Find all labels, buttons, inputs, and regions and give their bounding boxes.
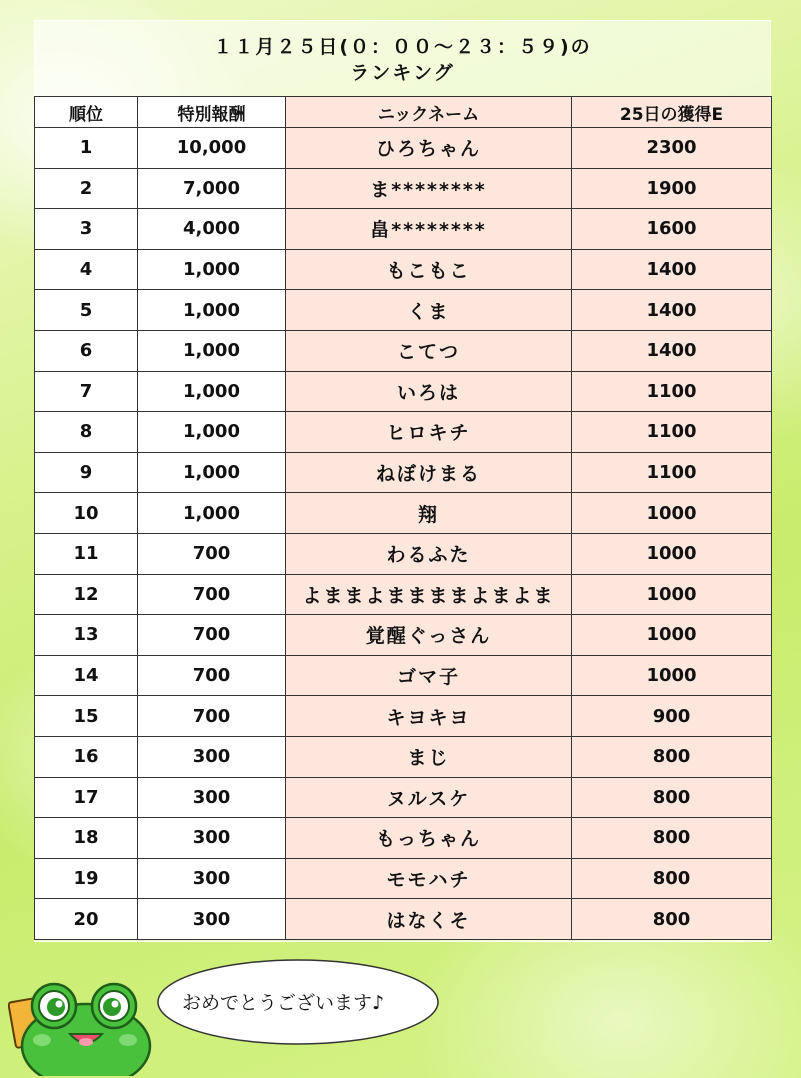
rank-cell: 6: [35, 330, 138, 371]
nickname-cell: 畠********: [286, 209, 572, 250]
reward-cell: 7,000: [138, 168, 286, 209]
reward-cell: 4,000: [138, 209, 286, 250]
table-row: [35, 533, 772, 574]
table-row: [35, 249, 772, 290]
nickname-cell: 覚醒ぐっさん: [286, 615, 572, 656]
reward-cell: 1,000: [138, 249, 286, 290]
earned-cell: 1000: [572, 615, 772, 656]
reward-cell: 700: [138, 655, 286, 696]
nickname-cell: はなくそ: [286, 899, 572, 940]
rank-cell: 1: [35, 128, 138, 169]
table-row: [35, 128, 772, 169]
nickname-cell: キヨキヨ: [286, 696, 572, 737]
reward-cell: 300: [138, 818, 286, 859]
earned-cell: 900: [572, 696, 772, 737]
earned-cell: 800: [572, 818, 772, 859]
earned-cell: 1100: [572, 412, 772, 453]
table-row: [35, 493, 772, 534]
reward-cell: 300: [138, 736, 286, 777]
table-row: [35, 736, 772, 777]
rank-cell: 12: [35, 574, 138, 615]
reward-cell: 700: [138, 574, 286, 615]
nickname-cell: ヌルスケ: [286, 777, 572, 818]
rank-cell: 3: [35, 209, 138, 250]
nickname-cell: ゴマ子: [286, 655, 572, 696]
nickname-cell: わるふた: [286, 533, 572, 574]
nickname-cell: いろは: [286, 371, 572, 412]
nickname-cell: モモハチ: [286, 858, 572, 899]
rank-cell: 9: [35, 452, 138, 493]
header-reward: 特別報酬: [138, 97, 286, 128]
reward-cell: 700: [138, 533, 286, 574]
title-line-2: ランキング: [350, 62, 455, 84]
rank-cell: 19: [35, 858, 138, 899]
earned-cell: 1000: [572, 493, 772, 534]
table-row: [35, 615, 772, 656]
rank-cell: 11: [35, 533, 138, 574]
nickname-cell: こてつ: [286, 330, 572, 371]
rank-cell: 7: [35, 371, 138, 412]
reward-cell: 1,000: [138, 412, 286, 453]
reward-cell: 700: [138, 696, 286, 737]
nickname-cell: 翔: [286, 493, 572, 534]
reward-cell: 1,000: [138, 290, 286, 331]
nickname-cell: ひろちゃん: [286, 128, 572, 169]
earned-cell: 1000: [572, 533, 772, 574]
page-title: [34, 34, 771, 86]
rank-cell: 5: [35, 290, 138, 331]
earned-cell: 1400: [572, 290, 772, 331]
rank-cell: 15: [35, 696, 138, 737]
earned-cell: 1400: [572, 249, 772, 290]
reward-cell: 1,000: [138, 452, 286, 493]
table-row: [35, 777, 772, 818]
earned-cell: 1000: [572, 574, 772, 615]
rank-cell: 4: [35, 249, 138, 290]
earned-cell: 1100: [572, 452, 772, 493]
nickname-cell: ま********: [286, 168, 572, 209]
reward-cell: 10,000: [138, 128, 286, 169]
nickname-cell: ねぼけまる: [286, 452, 572, 493]
nickname-cell: くま: [286, 290, 572, 331]
table-row: [35, 452, 772, 493]
earned-cell: 1600: [572, 209, 772, 250]
ranking-table-body: [35, 128, 772, 940]
table-row: [35, 330, 772, 371]
earned-cell: 800: [572, 858, 772, 899]
nickname-cell: まじ: [286, 736, 572, 777]
earned-cell: 1100: [572, 371, 772, 412]
reward-cell: 300: [138, 858, 286, 899]
title-line-1: １１月２５日(０：００〜２３：５９)の: [213, 36, 592, 58]
reward-cell: 1,000: [138, 371, 286, 412]
nickname-cell: もっちゃん: [286, 818, 572, 859]
rank-cell: 17: [35, 777, 138, 818]
rank-cell: 10: [35, 493, 138, 534]
rank-cell: 18: [35, 818, 138, 859]
nickname-cell: よままよままままよまよま: [286, 574, 572, 615]
table-row: [35, 209, 772, 250]
reward-cell: 1,000: [138, 330, 286, 371]
table-row: [35, 858, 772, 899]
earned-cell: 800: [572, 736, 772, 777]
earned-cell: 1000: [572, 655, 772, 696]
reward-cell: 700: [138, 615, 286, 656]
rank-cell: 20: [35, 899, 138, 940]
table-row: [35, 899, 772, 940]
earned-cell: 2300: [572, 128, 772, 169]
reward-cell: 1,000: [138, 493, 286, 534]
header-nickname: ニックネーム: [286, 97, 572, 128]
table-row: [35, 412, 772, 453]
rank-cell: 8: [35, 412, 138, 453]
earned-cell: 1400: [572, 330, 772, 371]
ranking-table: [34, 96, 772, 940]
table-row: [35, 371, 772, 412]
rank-cell: 14: [35, 655, 138, 696]
rank-cell: 16: [35, 736, 138, 777]
frog-mascot-icon: [8, 976, 156, 1076]
reward-cell: 300: [138, 899, 286, 940]
earned-cell: 1900: [572, 168, 772, 209]
table-row: [35, 818, 772, 859]
nickname-cell: もこもこ: [286, 249, 572, 290]
table-header-row: [35, 97, 772, 128]
earned-cell: 800: [572, 777, 772, 818]
nickname-cell: ヒロキチ: [286, 412, 572, 453]
reward-cell: 300: [138, 777, 286, 818]
table-row: [35, 168, 772, 209]
table-row: [35, 696, 772, 737]
table-row: [35, 290, 772, 331]
earned-cell: 800: [572, 899, 772, 940]
header-earned: 25日の獲得E: [572, 97, 772, 128]
rank-cell: 13: [35, 615, 138, 656]
congratulations-text: おめでとうございます♪: [182, 992, 385, 1014]
header-rank: 順位: [35, 97, 138, 128]
table-row: [35, 655, 772, 696]
table-row: [35, 574, 772, 615]
rank-cell: 2: [35, 168, 138, 209]
